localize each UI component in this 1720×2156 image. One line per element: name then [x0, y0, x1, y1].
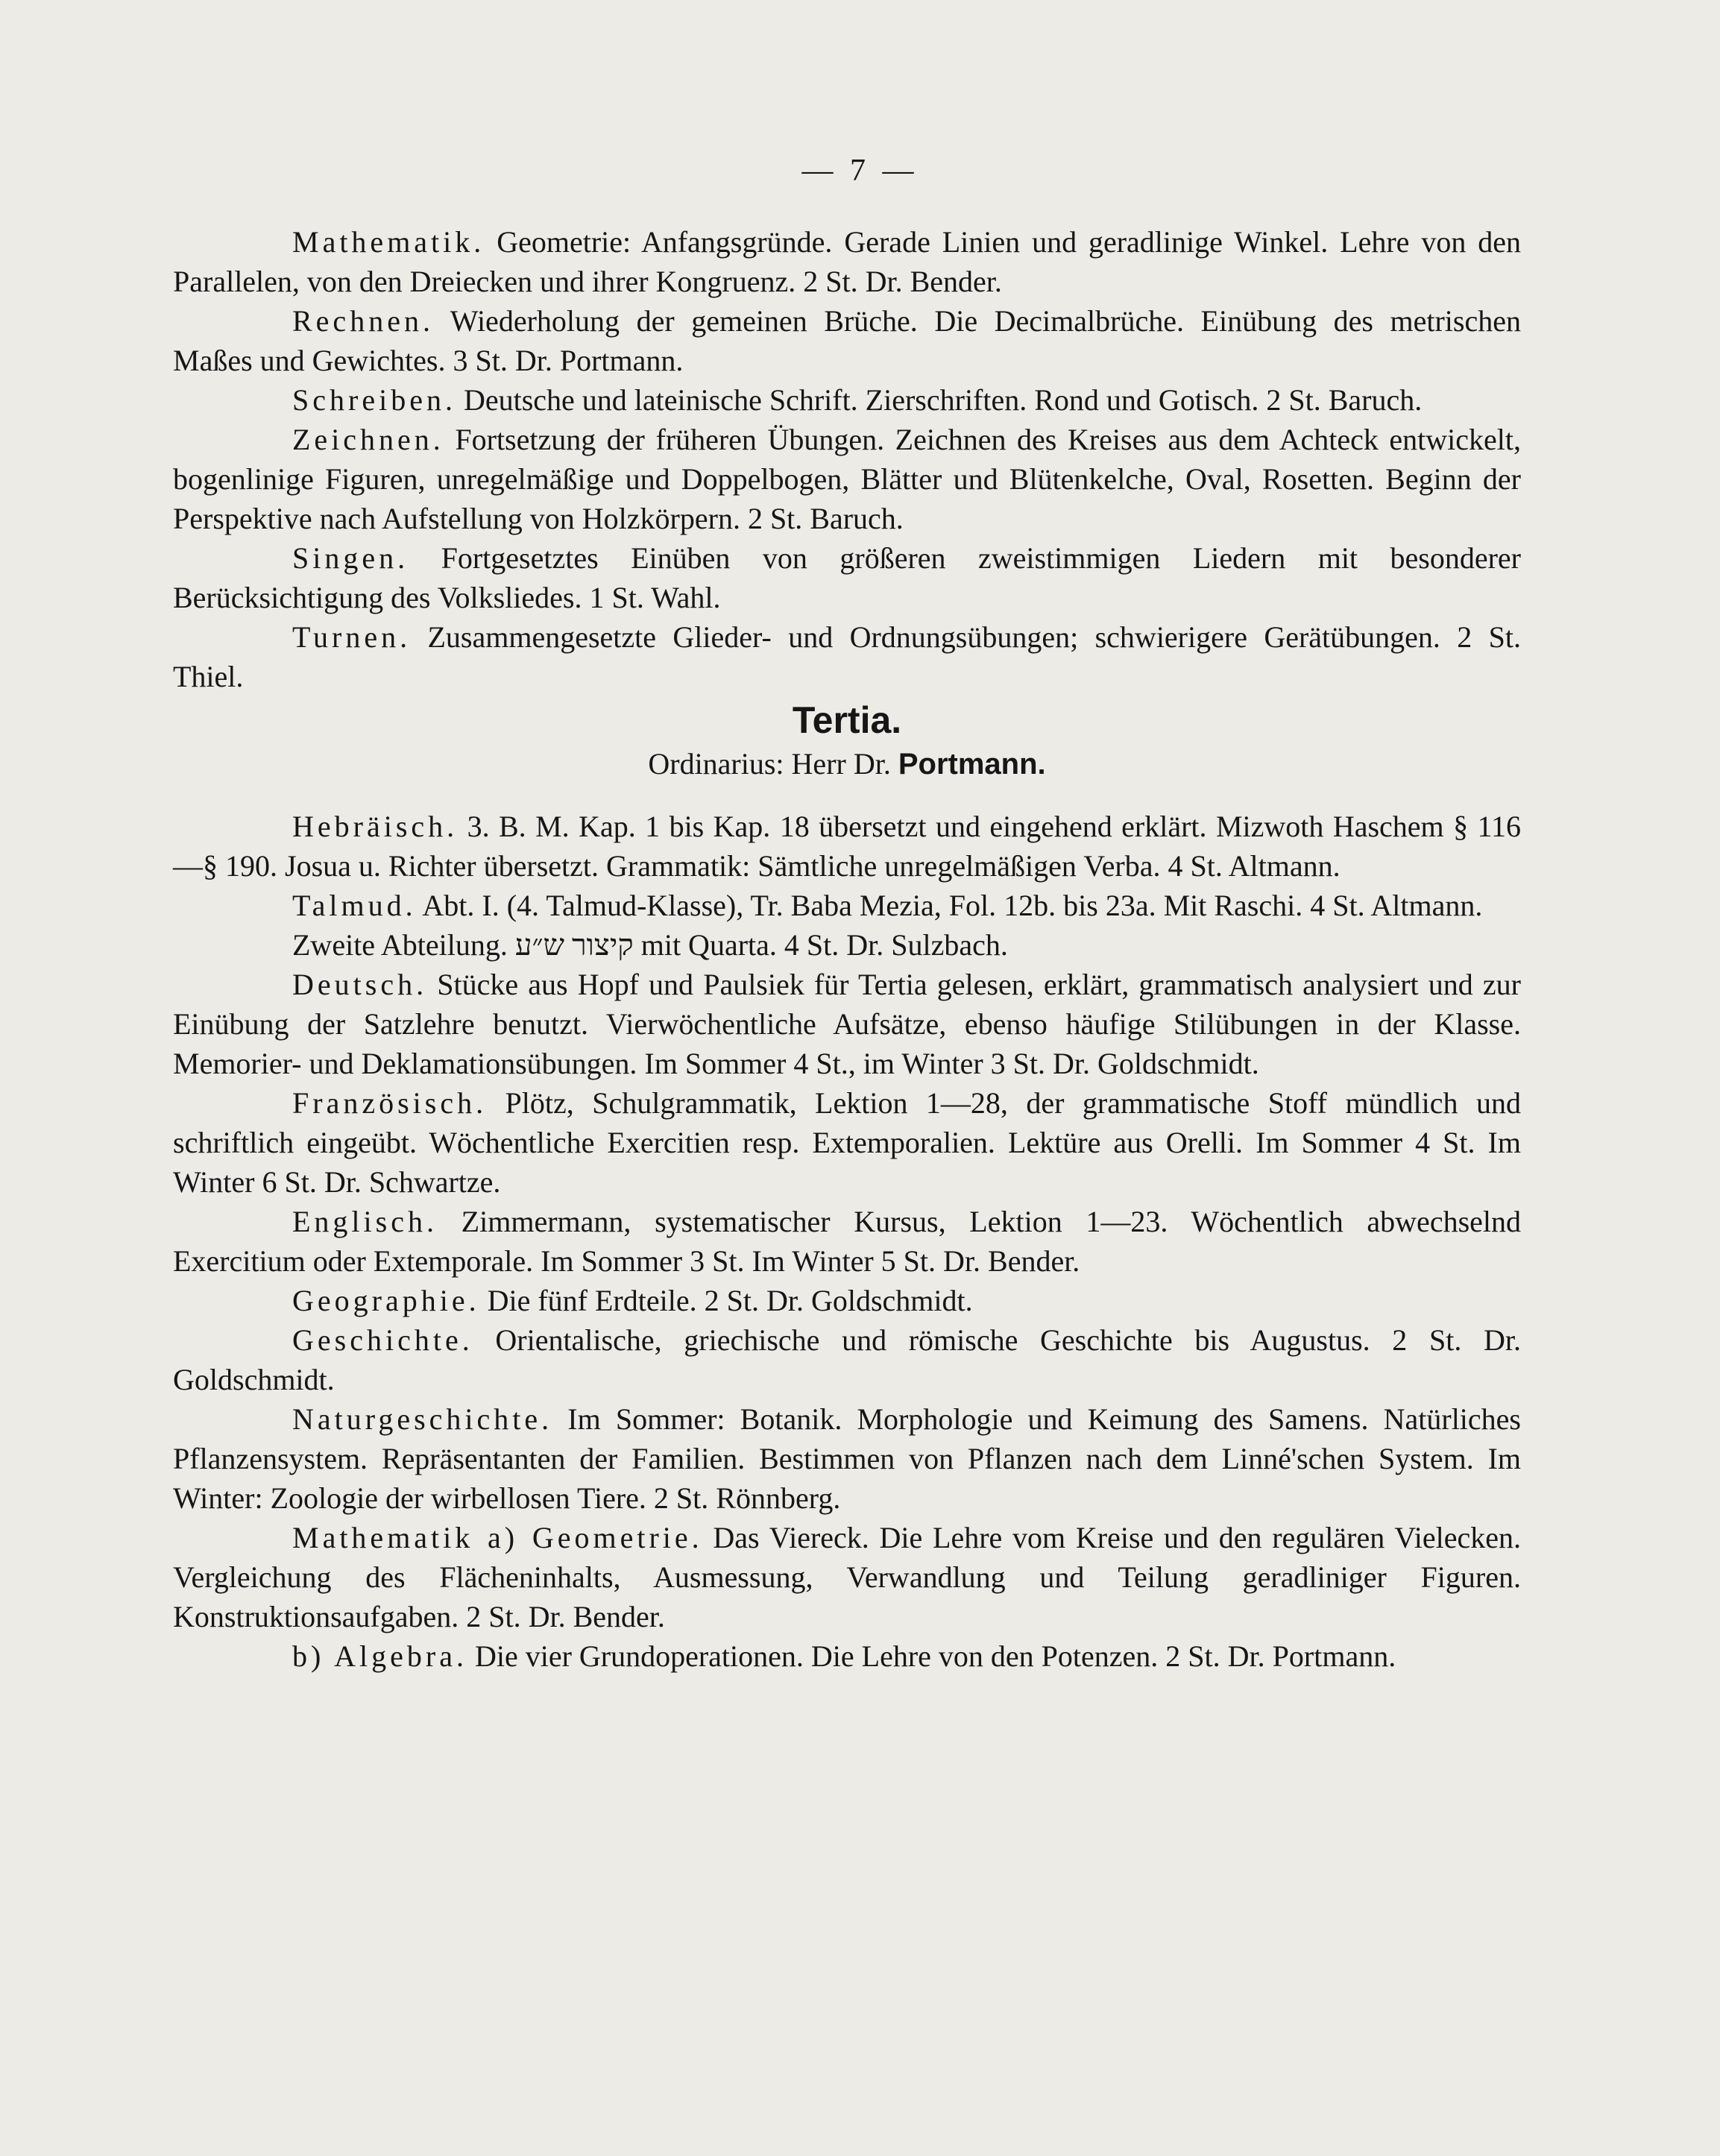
section-heading: Tertia.: [792, 699, 902, 741]
page-body: [173, 222, 1521, 1676]
paragraph-turnen: Turnen. Zusammengesetzte Glieder- und Ordnungsübungen; schwierigere Gerätübungen. 2 St. Thiel.: [173, 620, 1521, 693]
paragraph-algebra: b) Algebra. Die vier Grundoperationen. Die Lehre von den Potenzen. 2 St. Dr. Portmann.: [292, 1639, 1396, 1673]
paragraph-mathematik: Mathematik. Geometrie: Anfangsgründe. Gerade Linien und geradlinige Winkel. Lehre von den Parallelen, von den Dreiecken und ihrer Kongruenz. 2 St. Dr. Bender.: [173, 225, 1521, 298]
paragraph-geographie: Geographie. Die fünf Erdteile. 2 St. Dr. Goldschmidt.: [292, 1284, 973, 1317]
paragraph-schreiben: Schreiben. Deutsche und lateinische Schrift. Zierschriften. Rond und Gotisch. 2 St. Baruch.: [292, 383, 1423, 417]
page-number: — 7 —: [801, 154, 919, 188]
paragraph-talmud: Talmud. Abt. I. (4. Talmud-Klasse), Tr. Baba Mezia, Fol. 12b. bis 23a. Mit Raschi. 4 St. Altmann.: [292, 889, 1483, 922]
paragraph-zweite-abteilung: Zweite Abteilung. קיצור ש״ע mit Quarta. 4 St. Dr. Sulzbach.: [292, 928, 1008, 962]
paragraph-zeichnen: Zeichnen. Fortsetzung der früheren Übungen. Zeichnen des Kreises aus dem Achteck entwickelt, bogenlinige Figuren, unregelmäßige und Doppelbogen, Blätter und Blütenkelche, Oval, Rosetten. Beginn der Perspektive nach Aufstellung von Holzkörpern. 2 St. Baruch.: [173, 423, 1521, 535]
paragraph-rechnen: Rechnen. Wiederholung der gemeinen Brüche. Die Decimalbrüche. Einübung des metrischen Maßes und Gewichtes. 3 St. Dr. Portmann.: [173, 304, 1521, 377]
ordinarius-line: Ordinarius: Herr Dr. Portmann.: [648, 747, 1046, 781]
paragraph-englisch: Englisch. Zimmermann, systematischer Kursus, Lektion 1—23. Wöchentlich abwechselnd Exercitium oder Extemporale. Im Sommer 3 St. Im Winter 5 St. Dr. Bender.: [173, 1205, 1521, 1278]
paragraph-franzoesisch: Französisch. Plötz, Schulgrammatik, Lektion 1—28, der grammatische Stoff mündlich und schriftlich eingeübt. Wöchentliche Exercitien resp. Extemporalien. Lektüre aus Orelli. Im Sommer 4 St. Im Winter 6 St. Dr. Schwartze.: [173, 1086, 1521, 1199]
hebrew-title: קיצור ש״ע: [514, 928, 634, 962]
paragraph-geschichte: Geschichte. Orientalische, griechische und römische Geschichte bis Augustus. 2 St. Dr. Goldschmidt.: [173, 1323, 1521, 1396]
paragraph-deutsch: Deutsch. Stücke aus Hopf und Paulsiek für Tertia gelesen, erklärt, grammatisch analysiert und zur Einübung der Satzlehre benutzt. Vierwöchentliche Aufsätze, ebenso häufige Stilübungen in der Klasse. Memorier- und Deklamationsübungen. Im Sommer 4 St., im Winter 3 St. Dr. Goldschmidt.: [173, 968, 1521, 1080]
paragraph-mathematik-geometrie: Mathematik a) Geometrie. Das Viereck. Die Lehre vom Kreise und den regulären Vielecken. Vergleichung des Flächeninhalts, Ausmessung, Verwandlung und Teilung geradliniger Figuren. Konstruktionsaufgaben. 2 St. Dr. Bender.: [173, 1521, 1521, 1633]
paragraph-singen: Singen. Fortgesetztes Einüben von größeren zweistimmigen Liedern mit besonderer Berücksichtigung des Volksliedes. 1 St. Wahl.: [173, 541, 1521, 614]
paragraph-naturgeschichte: Naturgeschichte. Im Sommer: Botanik. Morphologie und Keimung des Samens. Natürliches Pflanzensystem. Repräsentanten der Familien. Bestimmen von Pflanzen nach dem Linné'schen System. Im Winter: Zoologie der wirbellosen Tiere. 2 St. Rönnberg.: [173, 1402, 1521, 1515]
paragraph-hebraeisch: Hebräisch. 3. B. M. Kap. 1 bis Kap. 18 übersetzt und eingehend erklärt. Mizwoth Haschem § 116—§ 190. Josua u. Richter übersetzt. Grammatik: Sämtliche unregelmäßigen Verba. 4 St. Altmann.: [173, 810, 1521, 883]
